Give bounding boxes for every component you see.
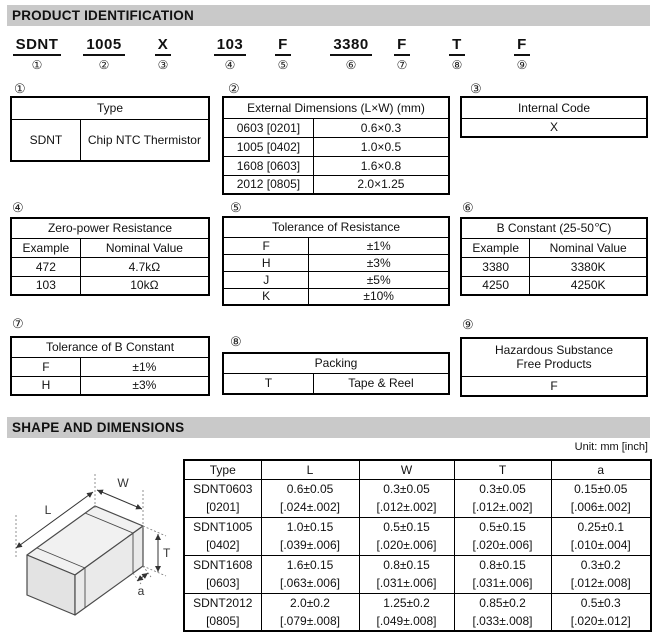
code-part-number: ⑤ (277, 58, 289, 72)
table-label-4: ④ (12, 200, 24, 215)
chip-diagram (2, 460, 182, 638)
cell: 1.0×0.5 (313, 137, 449, 156)
cell: SDNT2012 [0805] (184, 593, 261, 631)
cell: SDNT (11, 119, 80, 161)
cell: 0603 [0201] (223, 118, 313, 137)
table-label-1: ① (14, 81, 26, 96)
code-part-text: F (275, 36, 291, 56)
type-table-header: Type (11, 97, 209, 119)
cell: 0.6±0.05 [.024±.002] (261, 479, 359, 517)
table-row (223, 373, 449, 394)
cell: H (223, 254, 309, 271)
cell: 472 (11, 257, 80, 276)
code-part-number: ⑦ (396, 58, 408, 72)
col-header: Example (11, 238, 80, 257)
dims-col-a: a (551, 460, 651, 479)
code-part-text: X (155, 36, 172, 56)
external-dimensions-header: External Dimensions (L×W) (mm) (223, 97, 449, 118)
code-part-number: ⑥ (345, 58, 357, 72)
cell: J (223, 271, 309, 288)
table-row (461, 276, 647, 295)
code-part-text: F (514, 36, 530, 56)
table-row (11, 276, 209, 295)
table-row (11, 238, 209, 257)
table-row (223, 271, 449, 288)
cell: 3380K (530, 257, 647, 276)
tolerance-of-resistance-table (222, 216, 450, 306)
cell: 4250 (461, 276, 530, 295)
cell: 3380 (461, 257, 530, 276)
internal-code-header: Internal Code (461, 97, 647, 118)
cell: 0.25±0.1 [.010±.004] (551, 517, 651, 555)
dims-row-sdnt2012 (184, 593, 651, 631)
cell: ±10% (309, 288, 449, 305)
internal-code-table (460, 96, 648, 138)
table-label-5: ⑤ (230, 200, 242, 215)
cell: T (223, 373, 313, 394)
table-row (461, 118, 647, 137)
table-label-9: ⑨ (462, 317, 474, 332)
cell: 0.5±0.15 [.020±.006] (359, 517, 454, 555)
section-title-shape-and-dimensions: SHAPE AND DIMENSIONS (7, 417, 650, 438)
code-part-text: SDNT (13, 36, 62, 56)
dimension-label-w: W (117, 476, 129, 490)
b-constant-header: B Constant (25-50℃) (461, 218, 647, 238)
cell: ±3% (309, 254, 449, 271)
cell: ±3% (80, 376, 209, 395)
table-row (11, 257, 209, 276)
dims-row-sdnt1608 (184, 555, 651, 593)
cell: 0.85±0.2 [.033±.008] (454, 593, 551, 631)
table-row (223, 118, 449, 137)
cell: SDNT1608 [0603] (184, 555, 261, 593)
zero-power-resistance-header: Zero-power Resistance (11, 218, 209, 238)
header-line-1: Hazardous Substance (494, 343, 614, 358)
table-row (11, 376, 209, 395)
col-header: Example (461, 238, 530, 257)
code-part-number: ④ (224, 58, 236, 72)
cell: 1.6±0.15 [.063±.006] (261, 555, 359, 593)
cell: 0.3±0.05 [.012±.002] (454, 479, 551, 517)
cell: 1.25±0.2 [.049±.008] (359, 593, 454, 631)
table-label-2: ② (228, 81, 240, 96)
table-row (461, 257, 647, 276)
dims-col-w: W (359, 460, 454, 479)
unit-note: Unit: mm [inch] (574, 441, 648, 453)
packing-table (222, 352, 450, 395)
cell: ±1% (80, 357, 209, 376)
code-part-number: ② (98, 58, 110, 72)
cell: 1.6×0.8 (313, 156, 449, 175)
col-header: Nominal Value (80, 238, 209, 257)
table-label-8: ⑧ (230, 334, 242, 349)
table-label-7: ⑦ (12, 316, 24, 331)
col-header: Nominal Value (530, 238, 647, 257)
cell: 2.0±0.2 [.079±.008] (261, 593, 359, 631)
dims-header-row (184, 460, 651, 479)
cell: 2012 [0805] (223, 175, 313, 194)
table-row (461, 376, 647, 396)
dims-col-t: T (454, 460, 551, 479)
type-table (10, 96, 210, 162)
cell: 4250K (530, 276, 647, 295)
cell: 0.15±0.05 [.006±.002] (551, 479, 651, 517)
b-constant-table (460, 217, 648, 296)
code-part-number: ③ (157, 58, 169, 72)
table-label-3: ③ (470, 81, 482, 96)
dims-col-l: L (261, 460, 359, 479)
cell: F (461, 376, 647, 396)
cell: 0.5±0.15 [.020±.006] (454, 517, 551, 555)
cell: 1608 [0603] (223, 156, 313, 175)
tolerance-of-b-constant-table (10, 336, 210, 396)
cell: Tape & Reel (313, 373, 449, 394)
cell: 1005 [0402] (223, 137, 313, 156)
code-part-text: T (449, 36, 465, 56)
cell: 0.6×0.3 (313, 118, 449, 137)
cell: 10kΩ (80, 276, 209, 295)
table-label-6: ⑥ (462, 200, 474, 215)
shape-dimensions-table (183, 459, 652, 632)
dimension-label-a: a (137, 584, 145, 598)
cell: 103 (11, 276, 80, 295)
code-part-text: F (394, 36, 410, 56)
table-row (461, 238, 647, 257)
code-part-number: ⑨ (516, 58, 528, 72)
code-part-number: ① (31, 58, 43, 72)
code-part-text: 103 (214, 36, 247, 56)
cell: F (11, 357, 80, 376)
tolerance-of-b-constant-header: Tolerance of B Constant (11, 337, 209, 357)
table-row (223, 137, 449, 156)
code-part-number: ⑧ (451, 58, 463, 72)
cell: SDNT0603 [0201] (184, 479, 261, 517)
packing-header: Packing (223, 353, 449, 373)
cell: ±5% (309, 271, 449, 288)
table-row (223, 156, 449, 175)
cell: 1.0±0.15 [.039±.006] (261, 517, 359, 555)
table-row (11, 119, 209, 161)
cell: SDNT1005 [0402] (184, 517, 261, 555)
tolerance-of-resistance-header: Tolerance of Resistance (223, 217, 449, 237)
header-line-2: Free Products (516, 357, 592, 372)
cell: Chip NTC Thermistor (80, 119, 209, 161)
hazardous-substance-header (461, 338, 647, 376)
table-row (223, 237, 449, 254)
section-title-product-identification: PRODUCT IDENTIFICATION (7, 5, 650, 26)
external-dimensions-table (222, 96, 450, 195)
dimension-label-t: T (163, 546, 171, 560)
dimension-label-l: L (44, 503, 52, 517)
hazardous-substance-table (460, 337, 648, 397)
zero-power-resistance-table (10, 217, 210, 296)
dims-row-sdnt1005 (184, 517, 651, 555)
cell: 0.8±0.15 [.031±.006] (454, 555, 551, 593)
cell: 0.3±0.05 [.012±.002] (359, 479, 454, 517)
cell: 4.7kΩ (80, 257, 209, 276)
cell: X (461, 118, 647, 137)
code-part-text: 1005 (83, 36, 124, 56)
dims-col-type: Type (184, 460, 261, 479)
code-part-9 (477, 36, 567, 56)
table-row (223, 175, 449, 194)
cell: K (223, 288, 309, 305)
code-part-text: 3380 (330, 36, 371, 56)
table-row (223, 288, 449, 305)
cell: F (223, 237, 309, 254)
dims-row-sdnt0603 (184, 479, 651, 517)
table-row (11, 357, 209, 376)
table-row (223, 254, 449, 271)
cell: 0.5±0.3 [.020±.012] (551, 593, 651, 631)
cell: H (11, 376, 80, 395)
cell: 2.0×1.25 (313, 175, 449, 194)
cell: ±1% (309, 237, 449, 254)
cell: 0.8±0.15 [.031±.006] (359, 555, 454, 593)
cell: 0.3±0.2 [.012±.008] (551, 555, 651, 593)
